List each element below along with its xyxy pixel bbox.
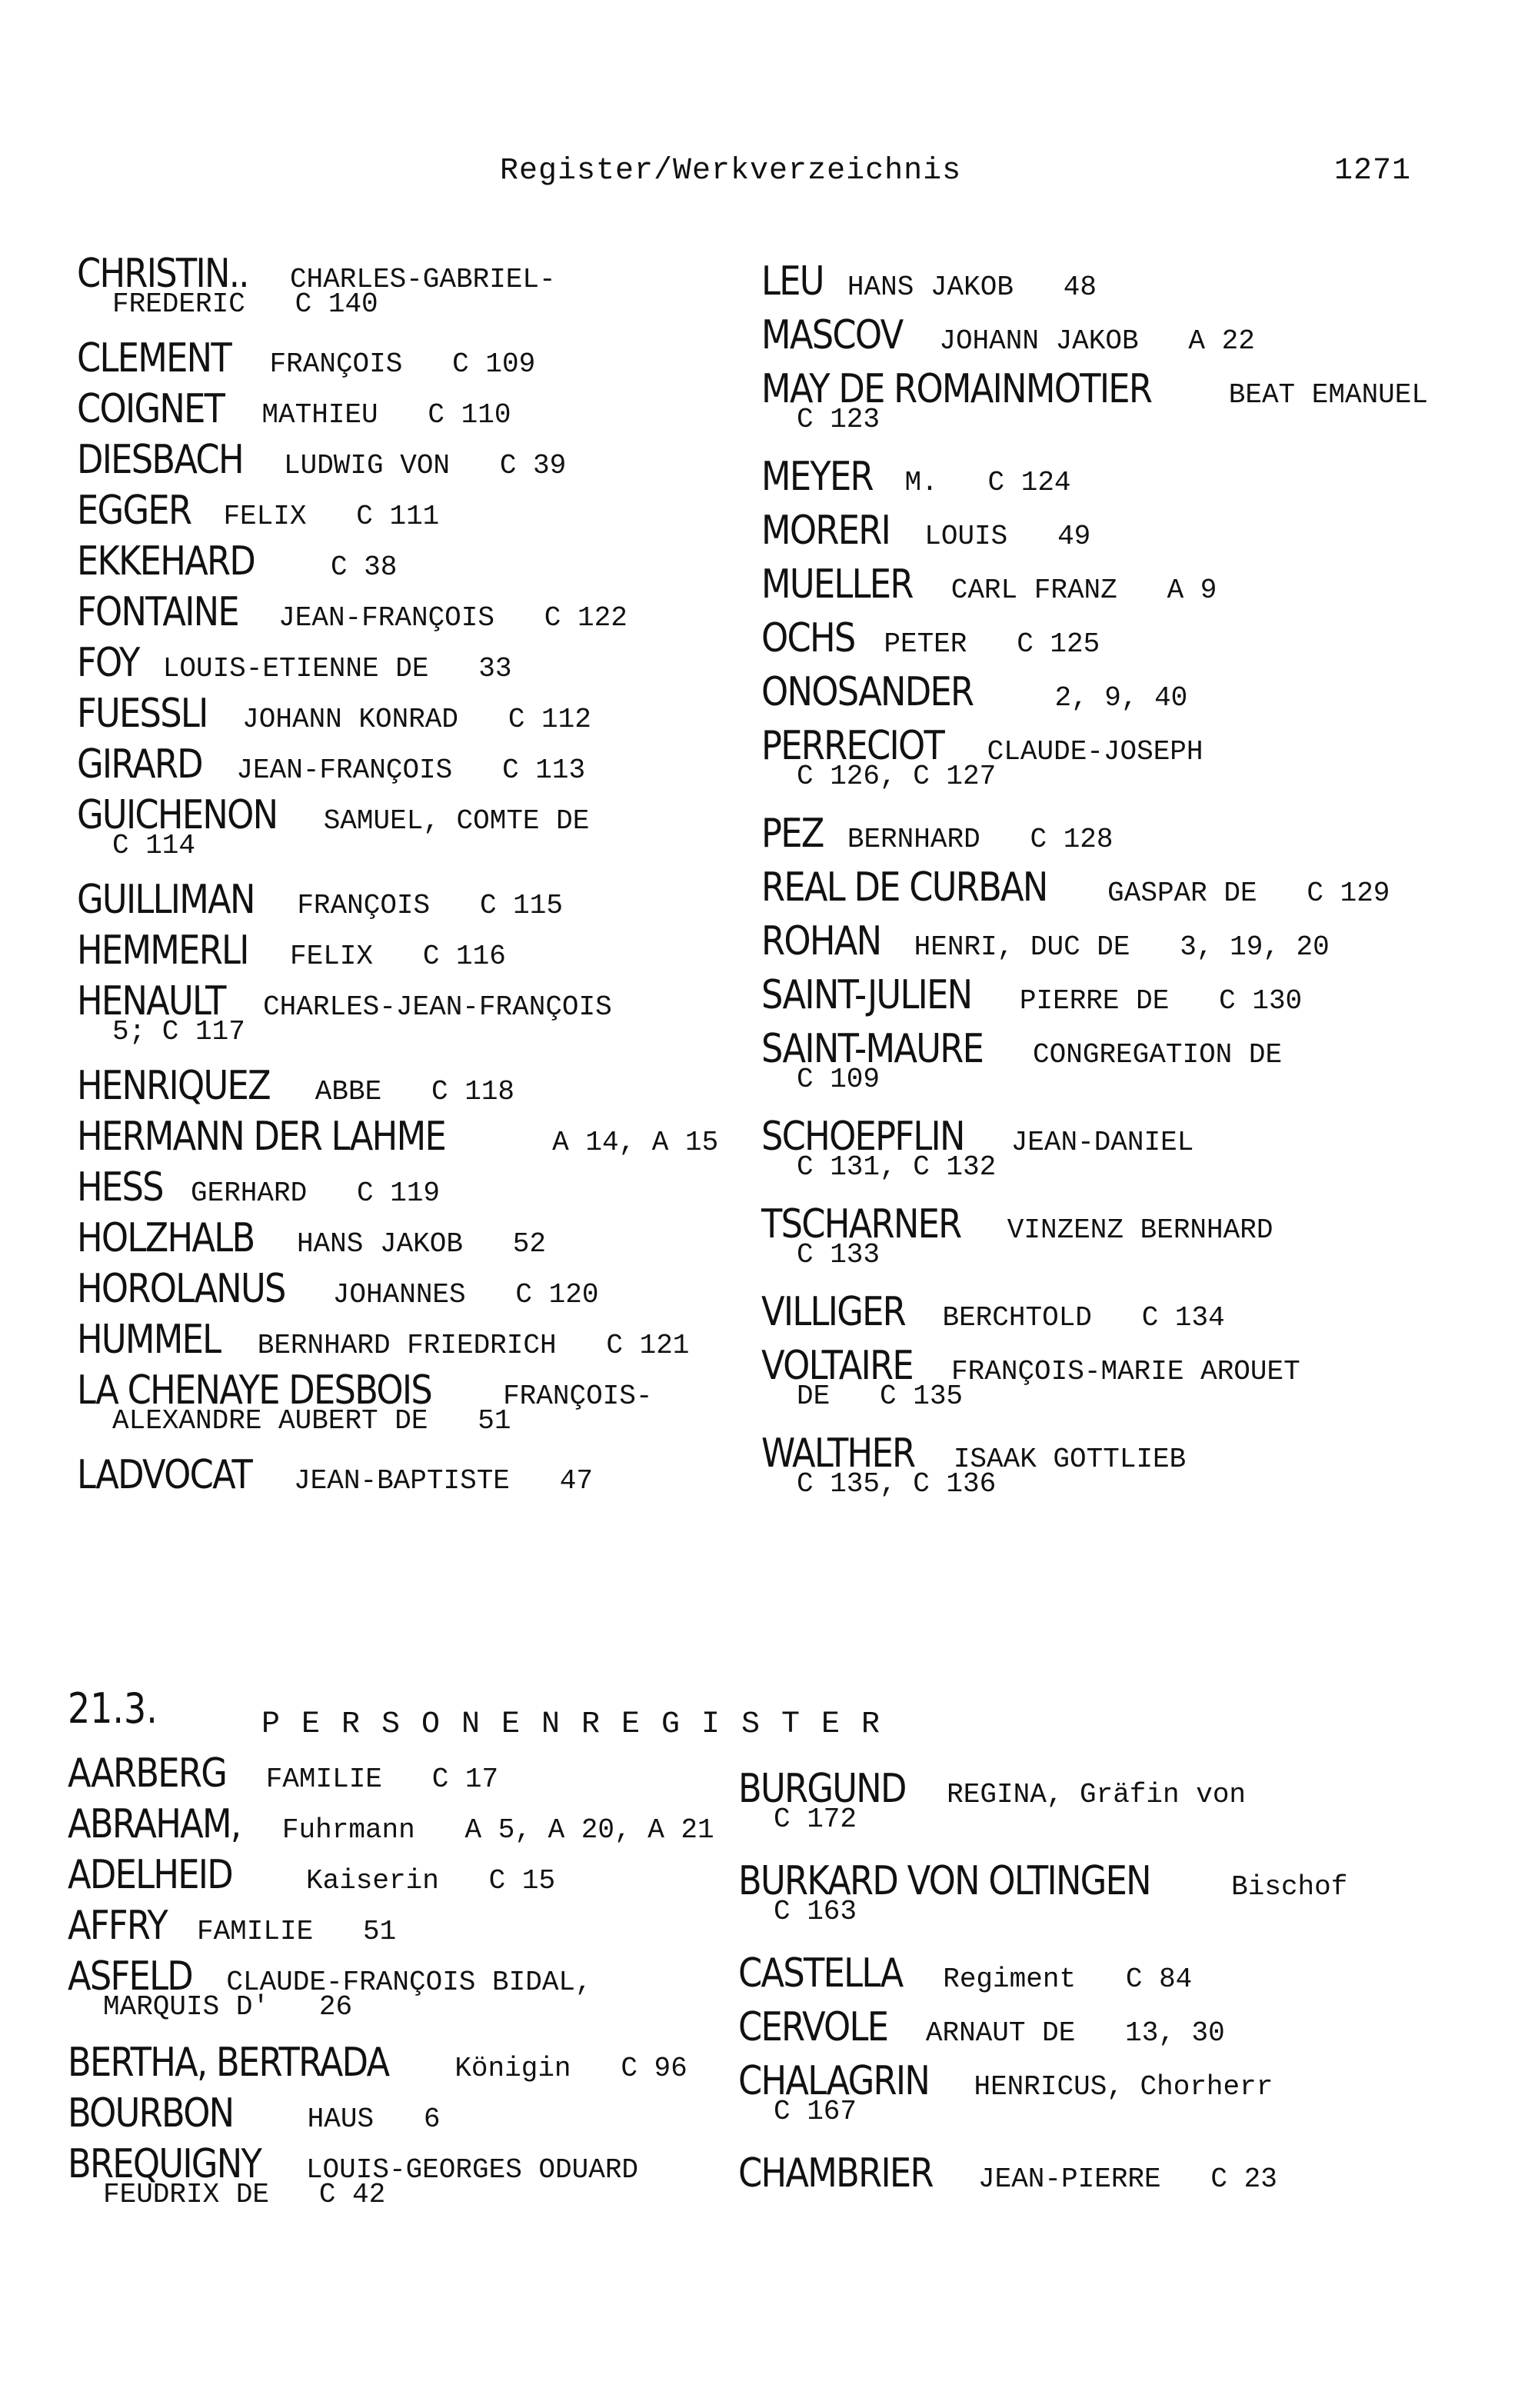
section-heading — [68, 1684, 173, 1733]
index-entry-line — [77, 741, 718, 788]
index-entry-detail: HAUS 6 — [274, 2103, 441, 2135]
index-entry-line — [761, 1343, 1428, 1389]
index-entry-detail: HANS JAKOB 52 — [296, 1228, 547, 1260]
index-entry — [761, 561, 1428, 618]
index-entry-name: EKKEHARD — [77, 538, 255, 585]
index-entry-continuation: ALEXANDRE AUBERT DE 51 — [112, 1405, 511, 1437]
index-entry — [761, 669, 1428, 726]
index-entry-detail: VINZENZ BERNHARD — [1007, 1214, 1273, 1246]
index-entry — [761, 918, 1428, 975]
index-entry-name: MORERI — [761, 508, 891, 554]
index-entry-line — [68, 1852, 714, 1898]
index-entry-detail: JOHANN KONRAD C 112 — [242, 704, 591, 735]
index-entry-name: AFFRY — [68, 1903, 167, 1949]
index-entry-name: BURGUND — [738, 1766, 906, 1812]
index-entry-name: AARBERG — [68, 1750, 227, 1797]
index-entry-line — [761, 615, 1428, 661]
index-entry-name: SAINT-JULIEN — [761, 972, 972, 1018]
index-entry-name: ONOSANDER — [761, 669, 974, 715]
index-entry-line — [68, 2090, 714, 2137]
index-entry-line — [68, 1903, 714, 1949]
index-entry-detail: ISAAK GOTTLIEB — [953, 1444, 1187, 1475]
index-entry-detail: JEAN-FRANÇOIS C 113 — [236, 754, 586, 786]
index-entry-detail: CONGREGATION DE — [1033, 1039, 1283, 1071]
index-entry-line — [68, 2040, 714, 2086]
index-entry-continuation: FREDERIC C 140 — [112, 288, 378, 320]
index-entry — [68, 1801, 714, 1855]
index-entry-name: DIESBACH — [77, 437, 243, 483]
index-entry-line — [77, 538, 718, 585]
index-entry-detail: FAMILIE C 17 — [265, 1764, 499, 1795]
index-entry-line — [77, 978, 718, 1024]
index-entry-continuation: C 172 — [774, 1804, 857, 1835]
index-entry-continuation: FEUDRIX DE C 42 — [103, 2179, 386, 2210]
index-entry-name: MAY DE ROMAINMOTIER — [761, 366, 1152, 412]
index-entry-line — [68, 1801, 714, 1847]
index-entry-name: LA CHENAYE DESBOIS — [77, 1367, 432, 1414]
index-entry-name: CERVOLE — [738, 2004, 888, 2050]
index-entry-name: WALTHER — [761, 1430, 915, 1477]
index-entry-line — [761, 723, 1428, 769]
index-entry-detail: Fuhrmann A 5, A 20, A 21 — [281, 1814, 714, 1846]
index-entry-line — [77, 386, 718, 432]
index-entry-name: BOURBON — [68, 2090, 234, 2137]
index-entry-line — [761, 1430, 1428, 1477]
index-entry — [761, 811, 1428, 868]
index-entry-line — [761, 1289, 1428, 1335]
index-entry-detail: Königin C 96 — [454, 2053, 687, 2084]
index-entry-name: CHAMBRIER — [738, 2150, 933, 2197]
index-entry-line — [761, 864, 1428, 911]
index-entry-name: CASTELLA — [738, 1950, 903, 1997]
index-entry-line — [738, 2150, 1347, 2197]
index-entry-name: ABRAHAM, — [68, 1801, 241, 1847]
index-entry-detail: JOHANN JAKOB A 22 — [939, 325, 1255, 357]
index-entry-detail: JEAN-FRANÇOIS C 122 — [278, 602, 628, 634]
index-entry-line — [77, 691, 718, 737]
index-entry-name: COIGNET — [77, 386, 225, 432]
index-entry-detail: ABBE C 118 — [315, 1076, 515, 1107]
index-entry — [761, 723, 1428, 814]
index-entry-line — [77, 437, 718, 483]
index-entry-name: HENAULT — [77, 978, 225, 1024]
index-entry-detail: MATHIEU C 110 — [261, 399, 511, 431]
index-entry-line — [738, 2004, 1347, 2050]
index-entry — [77, 978, 718, 1066]
index-entry — [68, 2040, 714, 2093]
index-entry — [77, 1114, 719, 1167]
running-header: Register/Werkverzeichnis — [500, 154, 962, 188]
index-entry — [77, 1215, 718, 1269]
index-entry — [738, 2004, 1347, 2061]
index-entry-name: VOLTAIRE — [761, 1343, 913, 1389]
index-entry-detail: FRANÇOIS C 109 — [269, 348, 536, 380]
index-entry-continuation: C 114 — [112, 830, 196, 861]
index-entry-name: OCHS — [761, 615, 855, 661]
index-entry-detail: FAMILIE 51 — [196, 1916, 397, 1947]
index-entry-line — [761, 669, 1428, 715]
index-entry — [761, 454, 1428, 511]
index-entry-line — [77, 792, 718, 838]
index-entry-continuation: DE C 135 — [797, 1381, 964, 1412]
index-entry-line — [77, 1063, 718, 1109]
index-entry-name: EGGER — [77, 488, 191, 534]
index-entry-detail: BERCHTOLD C 134 — [942, 1302, 1225, 1334]
index-entry-name: ROHAN — [761, 918, 881, 964]
index-entry-name: GIRARD — [77, 741, 202, 788]
index-entry-continuation: C 163 — [774, 1896, 857, 1927]
index-entry-line — [738, 1858, 1348, 1904]
index-entry-line — [761, 918, 1428, 964]
index-entry — [68, 2090, 714, 2144]
index-entry-name: GUILLIMAN — [77, 877, 255, 923]
index-entry-detail: LUDWIG VON C 39 — [283, 450, 567, 481]
index-entry-name: GUICHENON — [77, 792, 278, 838]
index-entry — [68, 1953, 714, 2043]
index-entry — [761, 1026, 1428, 1117]
index-entry-line — [761, 972, 1428, 1018]
index-entry-line — [761, 312, 1428, 358]
index-entry-continuation: C 167 — [774, 2096, 857, 2127]
index-entry-detail: GASPAR DE C 129 — [1107, 878, 1390, 909]
index-entry-continuation: C 135, C 136 — [797, 1468, 997, 1500]
index-entry — [77, 1317, 718, 1371]
index-entry — [761, 1114, 1428, 1204]
index-entry-detail: PETER C 125 — [884, 628, 1100, 660]
index-entry-line — [77, 589, 718, 635]
index-entry-name: HOROLANUS — [77, 1266, 285, 1312]
index-entry-line — [77, 1367, 718, 1414]
upper-right-column — [761, 258, 1428, 1521]
index-entry — [738, 1950, 1347, 2007]
index-entry-detail: ARNAUT DE 13, 30 — [925, 2017, 1225, 2049]
index-entry — [68, 2141, 714, 2230]
index-entry-detail: FRANÇOIS C 115 — [297, 890, 563, 921]
index-entry-name: PEZ — [761, 811, 824, 857]
index-entry-name: HESS — [77, 1164, 163, 1211]
index-entry-line — [77, 335, 718, 381]
index-entry-continuation: C 131, C 132 — [797, 1151, 997, 1183]
index-entry-name: HERMANN DER LAHME — [77, 1114, 445, 1160]
index-entry-detail: SAMUEL, COMTE DE — [323, 805, 590, 837]
index-entry-detail: 2, 9, 40 — [1021, 682, 1188, 714]
index-entry-detail: M. C 124 — [904, 467, 1071, 498]
index-entry-name: SCHOEPFLIN — [761, 1114, 964, 1160]
index-entry-name: ADELHEID — [68, 1852, 232, 1898]
index-entry — [77, 1164, 718, 1218]
index-entry-continuation: C 133 — [797, 1239, 881, 1271]
index-entry-continuation: C 123 — [797, 404, 881, 435]
index-entry-line — [738, 1950, 1347, 1997]
index-entry-name: CHALAGRIN — [738, 2058, 930, 2104]
index-entry — [77, 1367, 718, 1455]
index-entry — [68, 1852, 714, 1906]
index-entry — [761, 1289, 1428, 1346]
index-entry-line — [68, 1953, 714, 2000]
index-entry-line — [761, 1114, 1428, 1160]
index-entry — [77, 538, 718, 592]
index-entry — [761, 615, 1428, 672]
index-entry — [77, 1452, 718, 1506]
index-entry-line — [77, 1266, 718, 1312]
section-title: PERSONENREGISTER — [261, 1707, 902, 1742]
index-entry-line — [77, 928, 718, 974]
index-entry-name: FOY — [77, 640, 139, 686]
index-entry-detail: JEAN-BAPTISTE 47 — [294, 1465, 593, 1497]
index-entry-line — [761, 454, 1428, 500]
index-entry — [77, 877, 718, 931]
index-entry — [77, 251, 718, 338]
index-entry-detail: FRANÇOIS-MARIE AROUET — [951, 1356, 1300, 1387]
index-entry-name: LADVOCAT — [77, 1452, 252, 1498]
index-entry-detail: CHARLES-GABRIEL- — [289, 264, 556, 295]
index-entry-line — [77, 251, 718, 297]
index-entry-detail: CLAUDE-FRANÇOIS BIDAL, — [226, 1967, 592, 1998]
index-entry-detail: LOUIS-GEORGES ODUARD — [305, 2154, 639, 2186]
index-entry — [77, 928, 718, 981]
index-entry-name: HEMMERLI — [77, 928, 248, 974]
index-entry-name: CHRISTIN.. — [77, 251, 248, 297]
index-entry-detail: FELIX C 111 — [223, 501, 440, 532]
index-entry-name: MUELLER — [761, 561, 913, 608]
index-entry — [738, 2058, 1347, 2153]
index-entry-detail: BERNHARD C 128 — [847, 824, 1114, 855]
index-entry-detail: Kaiserin C 15 — [272, 1865, 556, 1897]
index-entry-line — [761, 811, 1428, 857]
index-entry — [77, 691, 718, 744]
index-entry — [77, 589, 718, 643]
index-entry-detail: LOUIS 49 — [924, 521, 1091, 552]
index-entry-line — [761, 508, 1428, 554]
index-entry — [77, 386, 718, 440]
index-entry-name: PERRECIOT — [761, 723, 944, 769]
index-entry-line — [761, 258, 1428, 305]
page-number: 1271 — [1334, 154, 1412, 188]
index-entry-detail: FRANÇOIS- — [503, 1381, 653, 1412]
index-entry-name: CLEMENT — [77, 335, 231, 381]
index-entry — [738, 1766, 1347, 1861]
index-entry-detail: HENRICUS, Chorherr — [974, 2071, 1273, 2103]
index-entry — [761, 864, 1428, 921]
index-entry — [761, 972, 1428, 1029]
index-entry-detail: PIERRE DE C 130 — [1019, 985, 1303, 1017]
index-entry — [68, 1750, 714, 1804]
index-entry-name: REAL DE CURBAN — [761, 864, 1047, 911]
index-entry-line — [77, 640, 718, 686]
index-entry-line — [77, 877, 718, 923]
index-entry-line — [738, 2058, 1347, 2104]
index-entry-line — [68, 2141, 714, 2187]
lower-left-column — [68, 1750, 714, 2230]
index-entry-continuation: C 109 — [797, 1064, 881, 1095]
index-entry-name: MEYER — [761, 454, 873, 500]
index-entry-line — [761, 366, 1428, 412]
index-entry-line — [68, 1750, 714, 1797]
index-entry-continuation: 5; C 117 — [112, 1016, 245, 1047]
index-entry-line — [761, 1026, 1428, 1072]
upper-left-column — [77, 251, 719, 1506]
index-entry-name: MASCOV — [761, 312, 903, 358]
index-entry — [761, 366, 1428, 457]
index-entry-line — [77, 1452, 718, 1498]
index-entry-detail: JOHANNES C 120 — [332, 1279, 599, 1311]
index-entry-name: BURKARD VON OLTINGEN — [738, 1858, 1150, 1904]
index-entry — [77, 437, 718, 491]
index-entry-name: LEU — [761, 258, 824, 305]
index-entry-line — [738, 1766, 1347, 1812]
index-entry-name: TSCHARNER — [761, 1201, 961, 1247]
index-entry — [761, 508, 1428, 565]
index-entry-line — [77, 1164, 718, 1211]
index-entry — [761, 258, 1428, 315]
index-entry-name: HUMMEL — [77, 1317, 221, 1363]
index-entry-line — [761, 561, 1428, 608]
index-entry-detail: Regiment C 84 — [943, 1963, 1193, 1995]
index-entry-detail: BERNHARD FRIEDRICH C 121 — [257, 1330, 690, 1361]
index-entry-continuation: MARQUIS D' 26 — [103, 1991, 353, 2023]
index-entry-continuation: C 126, C 127 — [797, 761, 997, 792]
lower-right-column — [738, 1766, 1348, 2207]
index-entry-detail: C 38 — [297, 551, 398, 583]
index-entry-detail: HENRI, DUC DE 3, 19, 20 — [914, 931, 1330, 963]
index-entry — [77, 335, 718, 389]
index-entry — [77, 488, 718, 541]
index-entry-detail: REGINA, Gräfin von — [947, 1779, 1247, 1810]
index-entry-detail: Bischof — [1231, 1871, 1348, 1903]
index-entry — [77, 741, 718, 795]
index-entry-line — [77, 1114, 719, 1160]
index-entry-line — [77, 488, 718, 534]
index-entry — [738, 1858, 1348, 1953]
index-entry — [761, 312, 1428, 369]
index-entry-line — [77, 1215, 718, 1261]
index-entry-name: BREQUIGNY — [68, 2141, 261, 2187]
index-entry — [761, 1343, 1428, 1434]
index-entry — [77, 792, 718, 880]
index-entry-name: ASFELD — [68, 1953, 192, 2000]
index-entry-name: BERTHA, BERTRADA — [68, 2040, 389, 2086]
index-entry-name: HOLZHALB — [77, 1215, 255, 1261]
index-entry — [761, 1201, 1428, 1292]
index-entry-name: SAINT-MAURE — [761, 1026, 984, 1072]
index-entry — [77, 1063, 718, 1117]
index-entry — [77, 640, 718, 694]
index-entry-detail: BEAT EMANUEL — [1228, 379, 1428, 411]
index-entry-detail: FELIX C 116 — [289, 941, 506, 972]
index-entry-detail: CLAUDE-JOSEPH — [987, 736, 1203, 768]
index-entry-detail: LOUIS-ETIENNE DE 33 — [162, 653, 512, 684]
index-entry — [738, 2150, 1347, 2207]
index-entry-detail: A 14, A 15 — [518, 1127, 719, 1158]
index-entry — [761, 1430, 1428, 1521]
index-entry-detail: HANS JAKOB 48 — [847, 271, 1097, 303]
index-entry-name: FONTAINE — [77, 589, 238, 635]
index-entry-line — [77, 1317, 718, 1363]
index-entry-name: VILLIGER — [761, 1289, 906, 1335]
section-number: 21.3. — [68, 1684, 158, 1733]
index-entry-line — [761, 1201, 1428, 1247]
index-entry-detail: CARL FRANZ A 9 — [950, 575, 1217, 606]
index-entry-name: HENRIQUEZ — [77, 1063, 270, 1109]
index-entry — [68, 1903, 714, 1957]
index-entry-detail: CHARLES-JEAN-FRANÇOIS — [263, 991, 612, 1023]
index-entry-detail: GERHARD C 119 — [190, 1177, 441, 1209]
index-entry-detail: JEAN-PIERRE C 23 — [977, 2163, 1277, 2195]
index-entry — [77, 1266, 718, 1320]
index-entry-name: FUESSLI — [77, 691, 208, 737]
index-entry-detail: JEAN-DANIEL — [1010, 1127, 1194, 1158]
